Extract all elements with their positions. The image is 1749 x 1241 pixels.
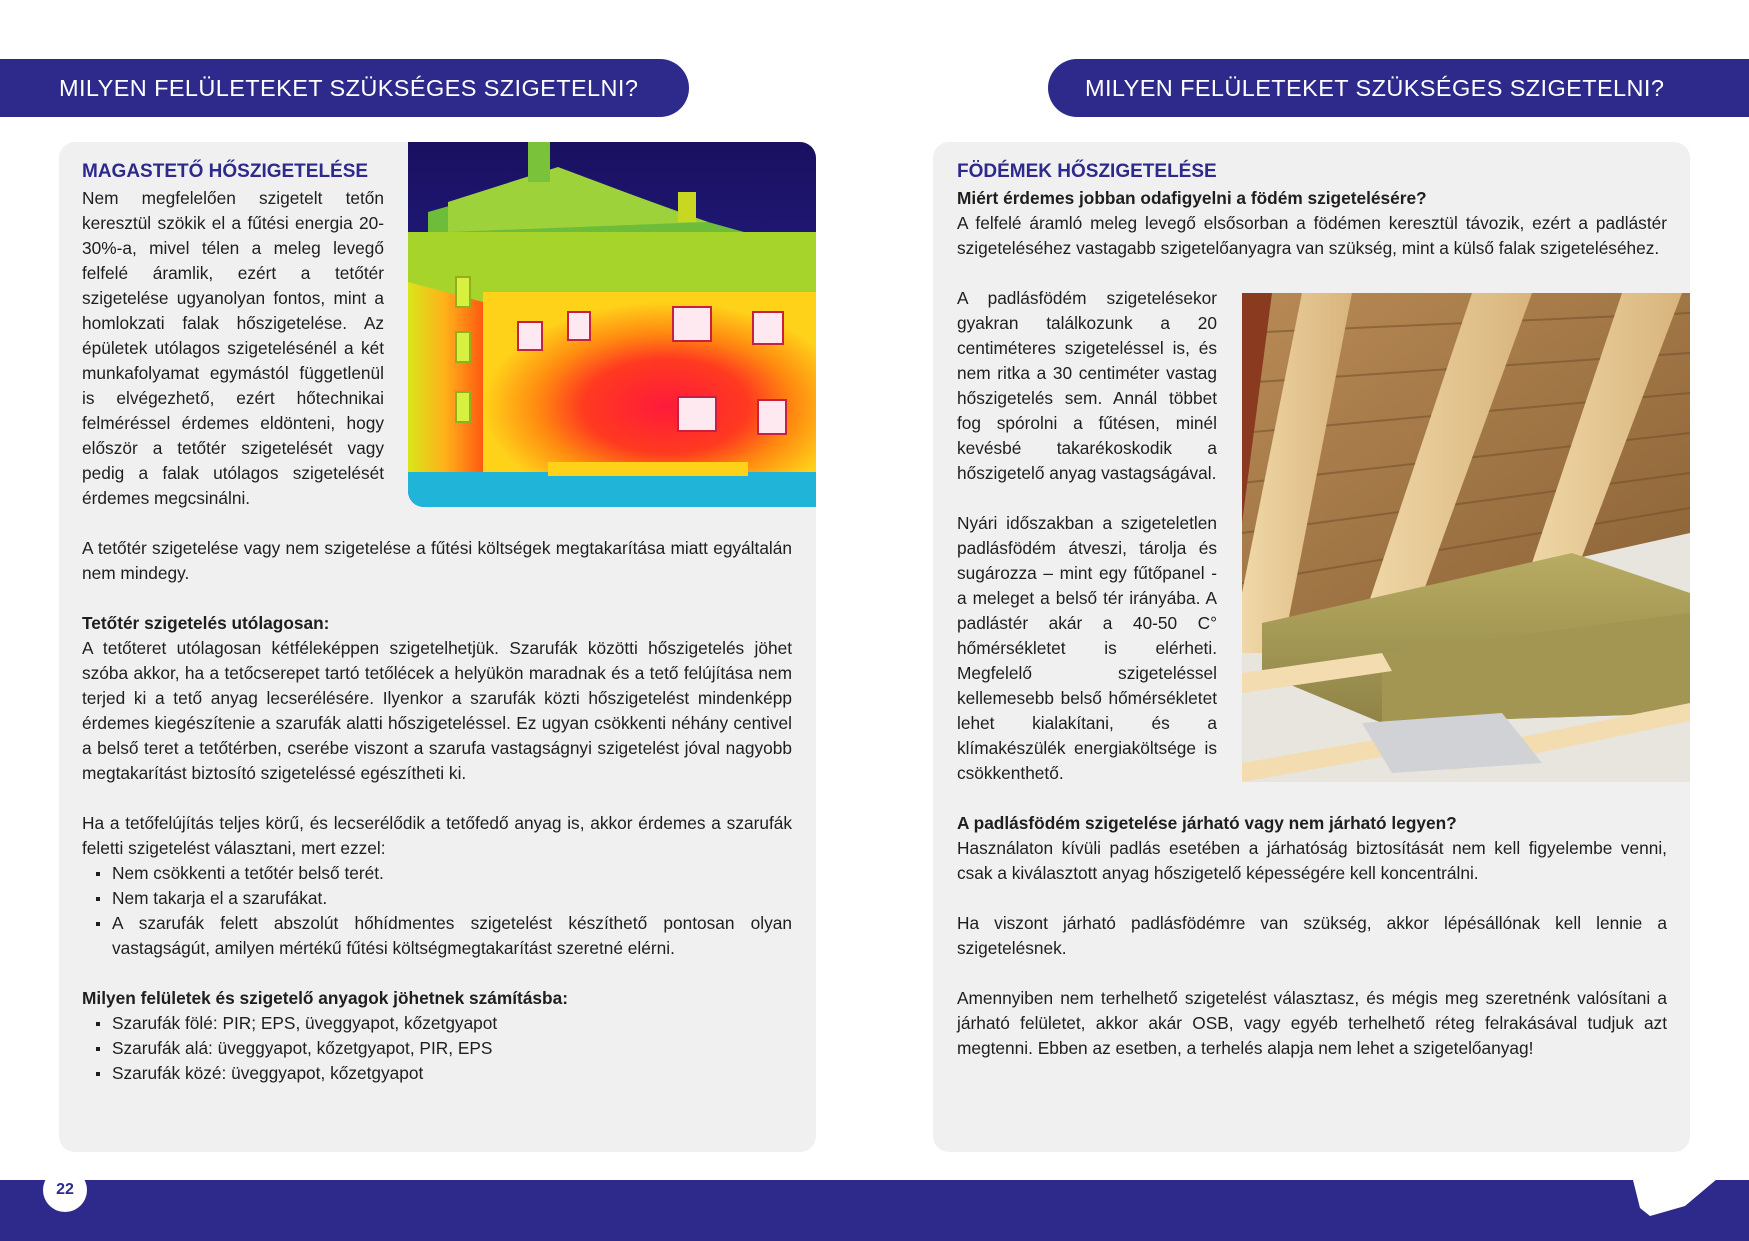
page-number-left: 22 — [43, 1168, 87, 1212]
roof-paragraph-1: A tetőtér szigetelése vagy nem szigetelése a fűtési költségek megtakarítása miatt egyáltalán nem mindegy. — [82, 538, 792, 583]
thermal-house-image — [408, 142, 816, 507]
benefits-list — [82, 861, 792, 961]
floor-insulation-heading: FÖDÉMEK HŐSZIGETELÉSE — [957, 161, 1217, 182]
footer-bar — [0, 1180, 1749, 1241]
roof-intro-paragraph: Nem megfelelően szigetelt tetőn keresztül szökik el a fűtési energia 20-30%-a, mivel télen a meleg levegő felfelé áramlik, ezért a tetőtér szigetelése ugyanolyan fontos, mint a homlokzati falak hőszigetelése. Az épületek utólagos szigetelésénél a két munkafolyamat egymástól függetlenül is elvégezhető, ezért hőtechnikai felméréssel érdemes eldönteni, hogy először a tetőtér szigetelését vagy pedig a falak utólagos szigetelését érdemes megcsinálni. — [82, 188, 384, 508]
page-number-right: 23 — [1644, 1178, 1662, 1195]
retrofit-subheading: Tetőtér szigetelés utólagosan: — [82, 613, 330, 633]
list-item: Nem csökkenti a tetőtér belső terét. — [82, 861, 792, 886]
retrofit-paragraph: A tetőteret utólagosan kétféleképpen szigetelhetjük. Szarufák közötti hőszigetelés jöhet szóba akkor, ha a tetőcserepet tartó tetőlécek a helyükön maradnak és a tető felújítása nem terjed ki a tető anyag lecserélésére. Ilyenkor a szarufák közti hőszigetelést mindenképp érdemes kiegészítenie a szarufák alatti hőszigeteléssel. Ez ugyan csökkenti néhány centivel a belső teret a tetőtérben, cserébe viszont a szarufa vastagságnyi szigetelést jóval nagyobb megtakarítást biztosító szigeteléssé egészítheti ki. — [82, 638, 792, 783]
list-item: Szarufák közé: üveggyapot, kőzetgyapot — [82, 1061, 792, 1086]
floor-paragraph-1: A felfelé áramló meleg levegő elsősorban a födémen keresztül távozik, ezért a padlástér szigeteléséhez vastagabb szigetelőanyagra van szükség, mint a külső falak szigeteléséhez. — [957, 213, 1667, 258]
list-item: Szarufák fölé: PIR; EPS, üveggyapot, kőzetgyapot — [82, 1011, 792, 1036]
why-floor-question: Miért érdemes jobban odafigyelni a födém szigetelésére? — [957, 188, 1427, 208]
floor-paragraph-3: Nyári időszakban a szigeteletlen padlásfödém átveszi, tárolja és sugározza – mint egy fűtőpanel - a meleget a belső tér irányába. A padlástér akár a 40-50 C° hőmérsékletet is elérheti. Megfelelő szigeteléssel kellemesebb belső hőmérsékletet lehet kialakítani, és a klímakészülék energiaköltsége is csökkenthető. — [957, 513, 1217, 783]
materials-list — [82, 1011, 792, 1086]
list-item: A szarufák felett abszolút hőhídmentes szigetelést készíthető pontosan olyan vastagságút, amilyen mértékű fűtési költségmegtakarítást szeretné elérni. — [82, 911, 792, 961]
floor-paragraph-2: A padlásfödém szigetelésekor gyakran találkozunk a 20 centiméteres szigeteléssel is, és nem ritka a 30 centiméter vastag hőszigetelés sem. Annál többet fog spórolni a fűtésen, minél kevésbé takarékoskodik a hőszigetelő anyag vastagságával. — [957, 288, 1217, 483]
left-page-banner: MILYEN FELÜLETEKET SZÜKSÉGES SZIGETELNI? — [0, 59, 689, 117]
roof-insulation-heading: MAGASTETŐ HŐSZIGETELÉSE — [82, 161, 369, 182]
right-page-banner: MILYEN FELÜLETEKET SZÜKSÉGES SZIGETELNI? — [1048, 59, 1749, 117]
list-item: Szarufák alá: üveggyapot, kőzetgyapot, PIR, EPS — [82, 1036, 792, 1061]
floor-paragraph-4: Használaton kívüli padlás esetében a járhatóság biztosítását nem kell figyelembe venni, csak a kiválasztott anyag hőszigetelő képességére kell koncentrálni. — [957, 838, 1667, 883]
list-item: Nem takarja el a szarufákat. — [82, 886, 792, 911]
walkable-question: A padlásfödém szigetelése járható vagy nem járható legyen? — [957, 813, 1457, 833]
full-renovation-paragraph: Ha a tetőfelújítás teljes körű, és lecserélődik a tetőfedő anyag is, akkor érdemes a szarufák feletti szigetelést választani, mert ezzel: — [82, 813, 792, 858]
attic-insulation-image — [1242, 293, 1690, 782]
floor-paragraph-6: Amennyiben nem terhelhető szigetelést választasz, és mégis meg szeretnénk valósítani a járható felületet, akkor akár OSB, vagy egyéb terhelhető réteg felrakásával tudjuk azt megtenni. Ebben az esetben, a terhelés alapja nem lehet a szigetelőanyag! — [957, 988, 1667, 1058]
floor-paragraph-5: Ha viszont járható padlásfödémre van szükség, akkor lépésállónak kell lennie a szigetelésnek. — [957, 913, 1667, 958]
materials-subheading: Milyen felületek és szigetelő anyagok jöhetnek számításba: — [82, 988, 568, 1008]
